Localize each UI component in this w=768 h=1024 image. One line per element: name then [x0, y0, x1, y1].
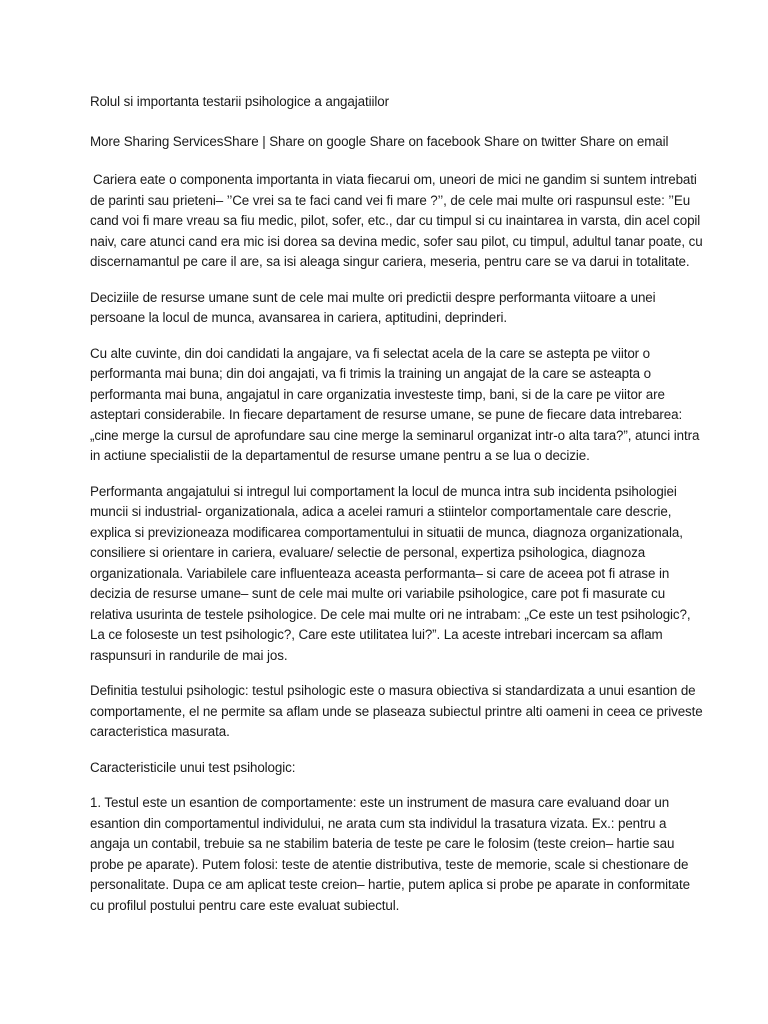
- paragraph-hr-decisions: Deciziile de resurse umane sunt de cele mai multe ori predictii despre performanta viitoare a unei persoane la locul de munca, avansarea in cariera, aptitudini, deprinderi.: [90, 289, 656, 325]
- paragraph-candidates: Cu alte cuvinte, din doi candidati la angajare, va fi selectat acela de la care se astepta pe viitor o performanta mai buna; din doi angajati, va fi trimis la training un angajat de la care se asteapta o performanta mai buna, angajatul in care organizatia investeste timp, bani, si de la care pe viitor are asteptari considerabile. In fiecare departament de resurse umane, se pune de fiecare data intrebarea: „cine merge la cursul de aprofundare sau cine merge la seminarul organizat intr-o alta tara?”, atunci intra in actiune specialistii de la departamentul de resurse umane pentru a se lua o decizie.: [90, 345, 700, 463]
- paragraph-performance: Performanta angajatului si intregul lui comportament la locul de munca intra sub incidenta psihologiei muncii si industrial- organizationala, adica a acelei ramuri a stiintelor comportamentale care descrie, explica si previzioneaza modificarea comportamentului in situatii de munca, diagnoza organizationala, consiliere si orientare in cariera, evaluare/ selectie de personal, expertiza psihologica, diagnoza organizationala. Variabilele care influenteaza aceasta performanta– si care de aceea pot fi atrase in decizia de resurse umane– sunt de cele mai multe ori variabile psihologice, care pot fi masurate cu relativa usurinta de testele psihologice. De cele mai multe ori ne intrabam: „Ce este un test psihologic?, La ce foloseste un test psihologic?, Care este utilitatea lui?”. La aceste intrebari incercam sa aflam raspunsuri in randurile de mai jos.: [90, 483, 691, 663]
- document-title: Rolul si importanta testarii psihologice a angajatiilor: [90, 94, 389, 109]
- paragraph-test-definition: Definitia testului psihologic: testul psihologic este o masura obiectiva si standardizata a unui esantion de comportamente, el ne permite sa aflam unde se plaseaza subiectul printre alti oameni in ceea ce priveste caracteristica masurata.: [90, 683, 703, 739]
- share-links-line: More Sharing ServicesShare | Share on google Share on facebook Share on twitter Share on email: [90, 133, 669, 149]
- paragraph-career: Cariera eate o componenta importanta in viata fiecarui om, uneori de mici ne gandim si suntem intrebati de parinti sau prieteni– ’’Ce vrei sa te faci cand vei fi mare ?’’, de cele mai multe ori raspunsul este: ’’Eu cand voi fi mare vreau sa fiu medic, pilot, sofer, etc., dar cu timpul si cu inaintarea in varsta, din acel copil naiv, care atunci cand era mic isi dorea sa devina medic, sofer sau pilot, cu timpul, adultul tanar poate, cu discernamantul pe care il are, sa isi aleaga singur cariera, meseria, pentru care se va darui in totalitate.: [90, 172, 703, 269]
- section-heading-characteristics: Caracteristicile unui test psihologic:: [90, 759, 296, 775]
- paragraph-characteristic-1: 1. Testul este un esantion de comportamente: este un instrument de masura care evaluand doar un esantion din comportamentul individului, ne arata cum sta individul la trasatura vizata. Ex.: pentru a angaja un contabil, trebuie sa ne stabilim bateria de teste pe care le folosim (teste creion– hartie sau probe pe aparate). Putem folosi: teste de atentie distributiva, teste de memorie, scale si chestionare de personalitate. Dupa ce am aplicat teste creion– hartie, putem aplica si probe pe aparate in conformitate cu profilul postului pentru care este evaluat subiectul.: [90, 795, 690, 913]
